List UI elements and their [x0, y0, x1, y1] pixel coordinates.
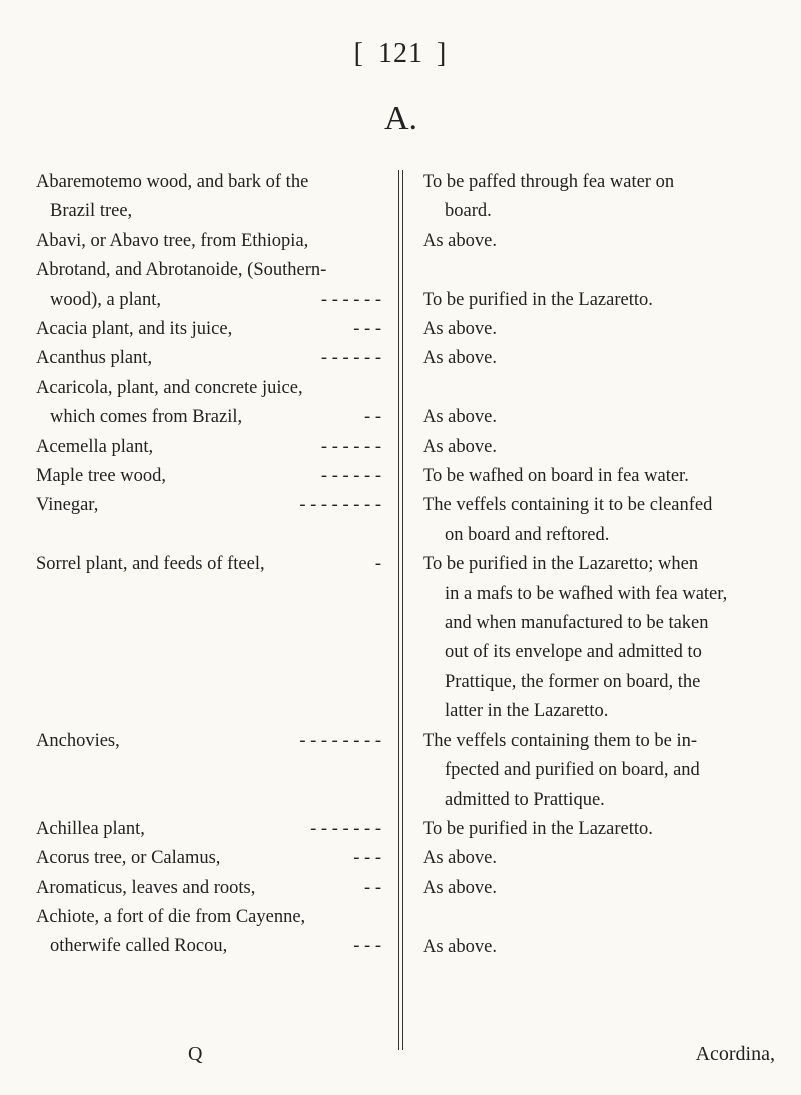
direction-entry: To be wafhed on board in fea water.: [423, 466, 689, 487]
direction-entry: The veffels containing them to be in- fpected and purified on board, and admitted to Prattique.: [423, 730, 700, 810]
article-entry: Anchovies, - - - - - - - -: [36, 727, 381, 756]
leader-dots: - - - - - -: [320, 466, 381, 487]
direction-entry: As above.: [423, 407, 497, 428]
column-divider: [398, 170, 403, 1050]
direction-entry: As above.: [423, 877, 497, 898]
article-entry: Acorus tree, or Calamus, - - -: [36, 844, 381, 873]
direction-entry: To be purified in the Lazaretto.: [423, 818, 653, 839]
leader-dots: - - -: [353, 848, 381, 869]
leader-dots: - - -: [353, 319, 381, 340]
article-entry: Maple tree wood, - - - - - -: [36, 462, 381, 491]
bracket-close: ]: [437, 38, 448, 69]
article-entry: Achiote, a fort of die from Cayenne, otherwife called Rocou, - - -: [36, 903, 381, 962]
page-number-value: 121: [378, 38, 423, 69]
leader-dots: -: [374, 554, 381, 575]
article-entry: Aromaticus, leaves and roots, - -: [36, 874, 381, 903]
leader-dots: - -: [364, 407, 381, 428]
section-heading: A.: [383, 100, 418, 137]
article-entry: Abrotand, and Abrotanoide, (Southern- wood), a plant, - - - - - -: [36, 256, 381, 315]
right-column-directions: [423, 168, 778, 962]
leader-dots: - - - - - - - -: [299, 495, 381, 516]
direction-entry: As above.: [423, 436, 497, 457]
article-entry: Abaremotemo wood, and bark of the Brazil tree,: [36, 172, 309, 222]
left-column-articles: [36, 168, 381, 962]
catchword: Acordina,: [695, 1043, 775, 1065]
direction-entry: To be paffed through fea water on board.: [423, 172, 675, 222]
leader-dots: - - - - - -: [320, 289, 381, 310]
article-entry: Acemella plant, - - - - - -: [36, 433, 381, 462]
article-entry: Achillea plant, - - - - - - -: [36, 815, 381, 844]
direction-entry: As above.: [423, 230, 497, 251]
direction-entry: As above.: [423, 936, 497, 957]
page-number: [0, 38, 801, 70]
article-entry: Acacia plant, and its juice, - - -: [36, 315, 381, 344]
direction-entry: To be purified in the Lazaretto.: [423, 289, 653, 310]
article-entry: Abavi, or Abavo tree, from Ethiopia,: [36, 230, 309, 251]
leader-dots: - - - - - -: [320, 348, 381, 369]
leader-dots: - - - - - - -: [310, 818, 381, 839]
article-entry: Vinegar, - - - - - - - -: [36, 491, 381, 520]
direction-entry: As above.: [423, 319, 497, 340]
leader-dots: - - - - - - - -: [299, 730, 381, 751]
direction-entry: The veffels containing it to be cleanfed on board and reftored.: [423, 495, 713, 545]
direction-entry: As above.: [423, 348, 497, 369]
leader-dots: - - - - - -: [320, 436, 381, 457]
leader-dots: - - -: [353, 936, 381, 957]
direction-entry: As above.: [423, 848, 497, 869]
signature-mark: Q: [188, 1043, 203, 1065]
article-entry: Acaricola, plant, and concrete juice, which comes from Brazil, - -: [36, 374, 381, 433]
article-entry: Sorrel plant, and feeds of fteel, -: [36, 550, 381, 579]
leader-dots: - -: [364, 877, 381, 898]
direction-entry: To be purified in the Lazaretto; when in a mafs to be wafhed with fea water, and when manufactured to be taken out of its envelope and admitted to Prattique, the former on board, the latter in the Lazaretto.: [423, 554, 728, 722]
bracket-open: [: [353, 38, 364, 69]
article-entry: Acanthus plant, - - - - - -: [36, 344, 381, 373]
